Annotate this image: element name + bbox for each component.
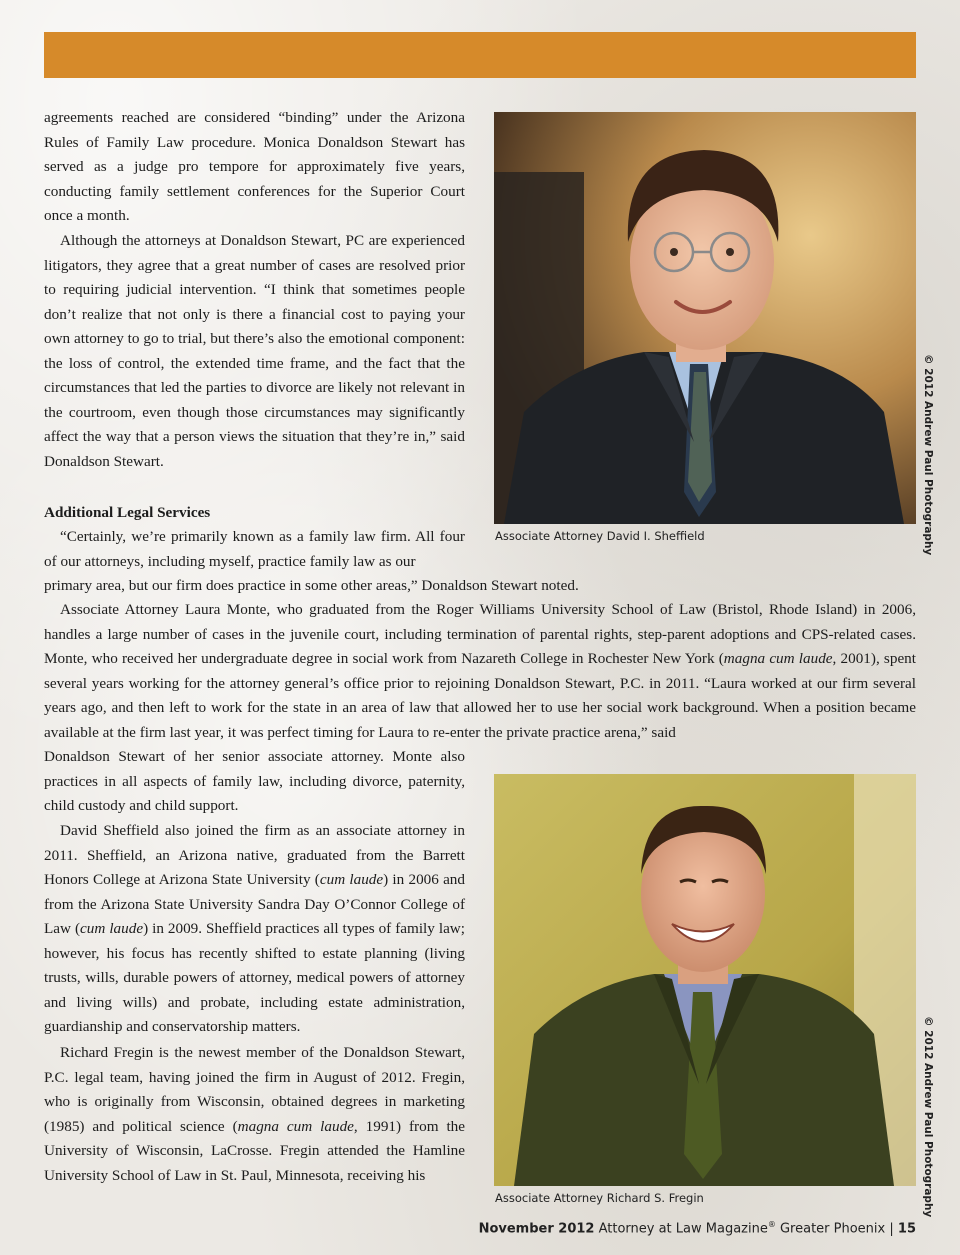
section-heading: Additional Legal Services: [44, 504, 211, 521]
text-run: , 2001), spent several years working for the attorney general’s office prior to rejoining Donaldson Stewart, P.C. in 2011. “Laura worked at our firm several years ago, and then left to work for the state in an area of law that allowed her to use her social work background. When a position became available at the firm last year, it was perfect timing for Laura to re-enter the private practice arena,” said: [44, 650, 916, 741]
portrait-illustration: [494, 774, 916, 1186]
footer-region: Greater Phoenix: [779, 1221, 886, 1237]
portrait-illustration: [494, 112, 916, 524]
text-run: David Sheffield also joined the firm as an associate attorney in 2011. Sheffield, an Arizona native, graduated from the Barrett Honors College at Arizona State University (: [44, 822, 465, 888]
photo-credit-bottom: © 2012 Andrew Paul Photography: [922, 1016, 934, 1218]
emphasis: cum laude: [80, 920, 144, 937]
footer-separator: |: [889, 1221, 894, 1237]
emphasis: magna cum laude: [237, 1117, 354, 1135]
paragraph-binding-agreements: agreements reached are considered “binding” under the Arizona Rules of Family Law procedure. Monica Donaldson Stewart has served as a judge pro tempore for approximately five years, conducting family settlement conferences for the Superior Court once a month.: [44, 109, 465, 224]
text-run: ) in 2009. Sheffield practices all types of family law; however, his focus has recently shifted to estate planning (living trusts, wills, durable powers of attorney, medical powers of attorney and living wills) and probate, including estate administration, guardianship and conservatorship matters.: [44, 920, 465, 1035]
text-run: ) in 2006 and from the Arizona State University Sandra Day O’Connor College of Law (: [44, 871, 465, 937]
footer-magazine: Attorney at Law Magazine: [598, 1221, 768, 1237]
paragraph-family-law-firm-cont: primary area, but our firm does practice in some other areas,” Donaldson Stewart noted.: [44, 577, 579, 594]
paragraph-david-sheffield: [44, 819, 465, 1040]
paragraph-litigators: Although the attorneys at Donaldson Stewart, PC are experienced litigators, they agree that a great number of cases are resolved prior to requiring judicial intervention. “I think that sometimes people don’t realize that not only is there a financial cost to paying your own attorney to go to trial, but there’s also the emotional component: the loss of control, the extended time frame, and the fact that the circumstances that led the parties to divorce are likely not relevant in the courtroom, even though those circumstances may significantly affect the way that a person views the situation that they’re in,” said Donaldson Stewart.: [44, 232, 465, 470]
footer-date: November 2012: [478, 1221, 595, 1237]
text-run: , 1991) from the University of Wisconsin, LaCrosse. Fregin attended the Hamline University School of Law in St. Paul, Minnesota, receiving his: [44, 1117, 465, 1184]
paragraph-richard-fregin: [44, 1041, 465, 1188]
paragraph-family-law-firm: “Certainly, we’re primarily known as a family law firm. All four of our attorneys, including myself, practice family law as our: [44, 528, 465, 570]
text-run: Richard Fregin is the newest member of the Donaldson Stewart, P.C. legal team, having joined the firm in August of 2012. Fregin, who is originally from Wisconsin, obtained degrees in marketing (1985) and political science (: [44, 1044, 465, 1135]
photo-david-sheffield: [494, 112, 916, 524]
emphasis: magna cum laude: [723, 650, 833, 667]
paragraph-laura-monte-cont: Donaldson Stewart of her senior associate attorney. Monte also practices in all aspects of family law, including divorce, paternity, child custody and child support.: [44, 748, 465, 814]
photo-credit-top: © 2012 Andrew Paul Photography: [922, 354, 934, 556]
page-footer: [479, 1220, 916, 1236]
photo-richard-fregin: [494, 774, 916, 1186]
caption-top: Associate Attorney David I. Sheffield: [495, 529, 705, 543]
footer-registered-mark: ®: [767, 1220, 776, 1229]
text-run: Associate Attorney Laura Monte, who graduated from the Roger Williams University School of Law (Bristol, Rhode Island) in 2006, handles a large number of cases in the juvenile court, including termination of parental rights, step-parent adoptions and CPS-related cases. Monte, who received her undergraduate degree in social work from Nazareth College in Rochester New York (: [44, 601, 916, 667]
paragraph-laura-monte: [44, 598, 916, 745]
emphasis: cum laude: [319, 871, 384, 888]
header-banner: [44, 32, 916, 78]
page-number: 15: [897, 1221, 916, 1237]
caption-bottom: Associate Attorney Richard S. Fregin: [495, 1191, 704, 1205]
